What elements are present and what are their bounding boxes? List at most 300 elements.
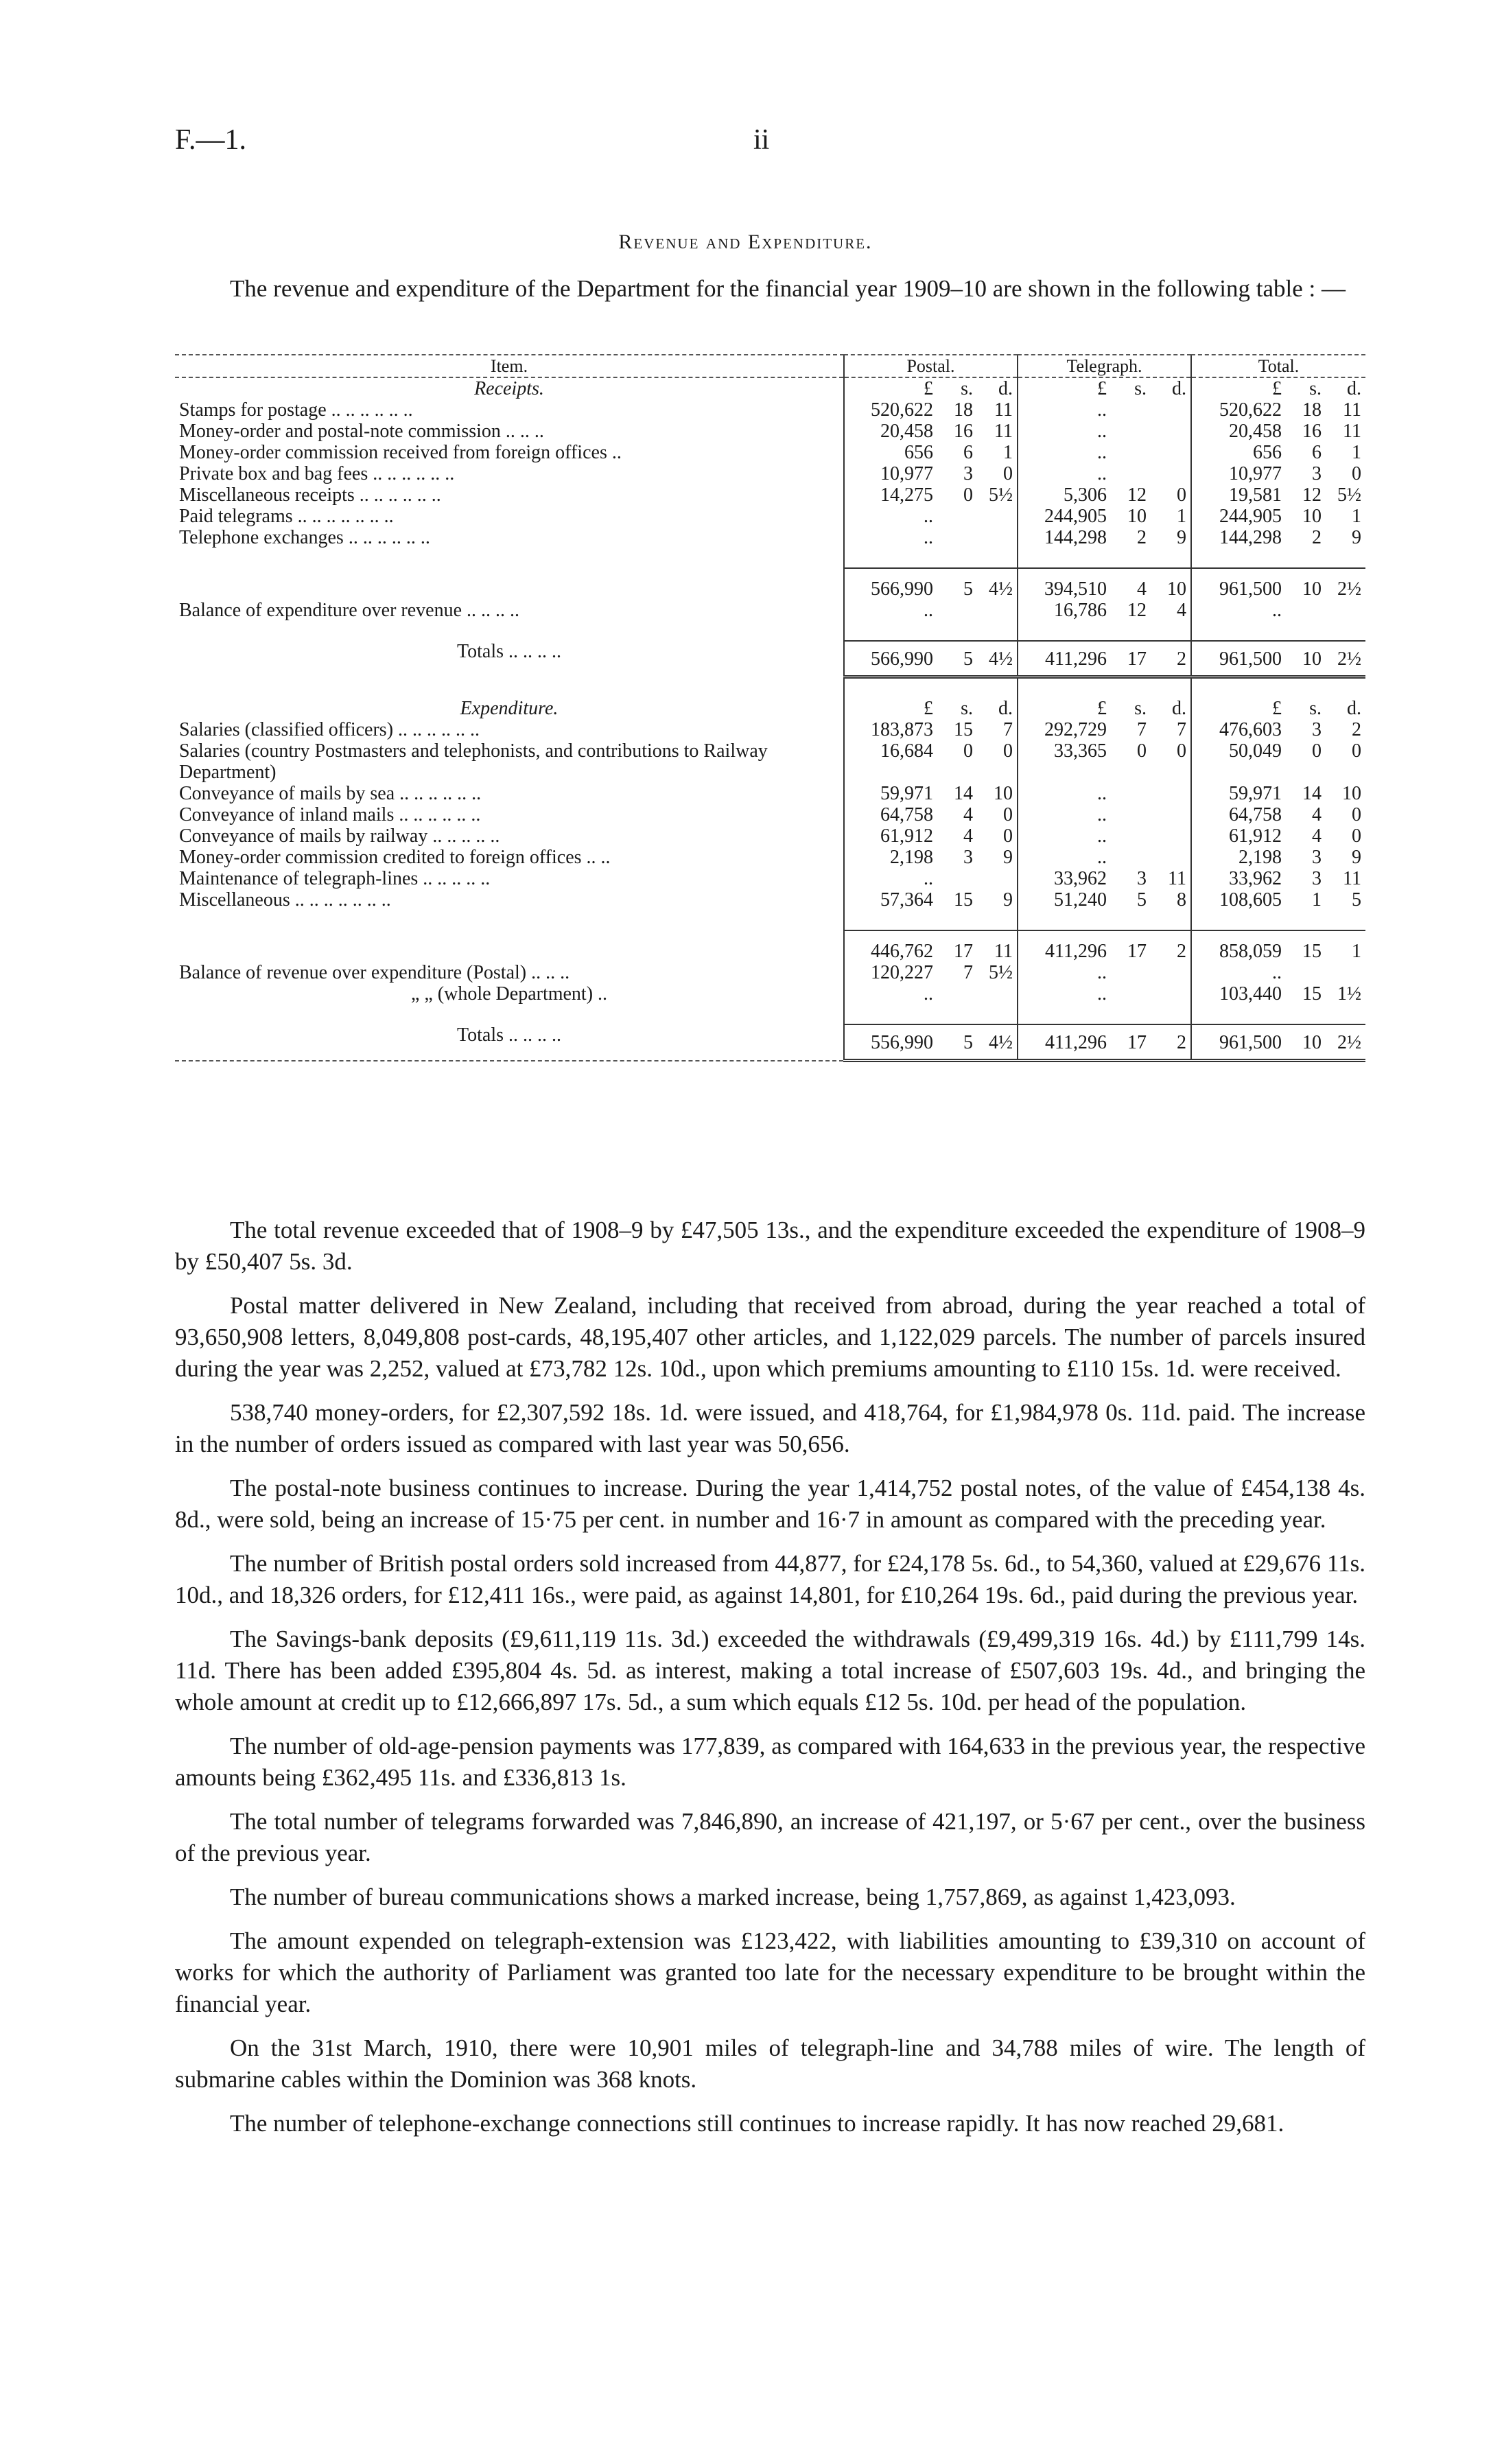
money-value xyxy=(1022,868,1186,889)
money-l: 19,581 xyxy=(1229,484,1282,506)
currency-d: d. xyxy=(1347,698,1361,719)
money-s xyxy=(1107,847,1147,868)
money-value xyxy=(1196,648,1361,670)
currency-d: d. xyxy=(998,698,1013,719)
money-d: 8 xyxy=(1177,889,1186,911)
cell-total xyxy=(1191,847,1365,868)
money-d: 11 xyxy=(1343,399,1361,421)
money-l: 292,729 xyxy=(1044,719,1107,740)
money-l: 57,364 xyxy=(880,889,933,911)
money-s xyxy=(1107,962,1147,983)
cell-postal xyxy=(844,740,1018,783)
table-row xyxy=(175,983,1365,1005)
row-item: Paid telegrams .. .. .. .. .. .. .. xyxy=(179,506,394,527)
cell-telegraph xyxy=(1018,527,1191,548)
money-d: 10 xyxy=(994,783,1013,804)
money-s: 5 xyxy=(963,648,973,670)
money-l: 656 xyxy=(1253,442,1282,463)
table-row xyxy=(175,484,1365,506)
rule xyxy=(1191,1061,1365,1063)
money-l: 556,990 xyxy=(871,1032,933,1053)
money-l: 14,275 xyxy=(880,484,933,506)
cell-postal xyxy=(844,399,1018,421)
row-item: Money-order and postal-note commission .. .. .. xyxy=(179,421,544,442)
cell-total xyxy=(1191,506,1365,527)
cell-postal xyxy=(844,506,1018,527)
cell-total xyxy=(1191,568,1365,600)
money-s: 14 xyxy=(1302,783,1322,804)
money-d: 10 xyxy=(1342,783,1361,804)
header-item: Item. xyxy=(175,355,844,377)
paragraph: The Savings-bank deposits (£9,611,119 11s. 3d.) exceeded the withdrawals (£9,499,319 16s. 4d.) by £111,799 14s. 11d. There has been added £395,804 4s. 5d. as interest, making a total increase of £507,603 19s. 4d., and bringing the whole amount at credit up to £12,666,897 17s. 5d., a sum which equals £12 5s. 10d. per head of the population. xyxy=(175,1626,1365,1715)
money-value xyxy=(849,484,1013,506)
cell-telegraph xyxy=(1018,825,1191,847)
money-value xyxy=(1196,1032,1361,1053)
cell-telegraph xyxy=(1018,783,1191,804)
row-item: Conveyance of mails by sea .. .. .. .. .. .. xyxy=(179,783,482,804)
money-value xyxy=(1196,506,1361,527)
money-d xyxy=(1147,463,1186,484)
money-s: 5 xyxy=(1137,889,1147,911)
money-value xyxy=(1196,421,1361,442)
money-l: 961,500 xyxy=(1219,1032,1282,1053)
spacer xyxy=(1191,911,1365,930)
spacer xyxy=(1018,911,1191,930)
money-value xyxy=(1196,847,1361,868)
money-l: 16,684 xyxy=(880,740,933,762)
money-d: 4½ xyxy=(989,578,1013,600)
money-d xyxy=(1322,600,1361,621)
money-value xyxy=(1196,600,1361,621)
money-d: 2 xyxy=(1177,648,1186,670)
money-l: 411,296 xyxy=(1045,941,1107,962)
money-value xyxy=(849,783,1013,804)
paragraph: The postal-note business continues to increase. During the year 1,414,752 postal notes, of the value of £454,138 4s. 8d., were sold, being an increase of 15·75 per cent. in number and 16·7 in amount as compared with the preceding year. xyxy=(175,1475,1365,1533)
money-value xyxy=(849,600,1013,621)
money-value xyxy=(1022,825,1186,847)
currency-header xyxy=(1018,377,1191,399)
money-d: 1 xyxy=(1003,442,1013,463)
page-number: ii xyxy=(753,124,770,156)
spacer-row xyxy=(175,677,1365,699)
money-s: 17 xyxy=(1127,1032,1147,1053)
currency-s: s. xyxy=(1309,378,1322,399)
money-value xyxy=(1022,941,1186,962)
money-d: 7 xyxy=(1177,719,1186,740)
money-l: 5,306 xyxy=(1064,484,1107,506)
money-d: 11 xyxy=(994,421,1013,442)
money-l: .. xyxy=(1097,804,1107,825)
money-s xyxy=(933,868,973,889)
money-l: 656 xyxy=(904,442,933,463)
money-s: 12 xyxy=(1302,484,1322,506)
cell-telegraph xyxy=(1018,962,1191,983)
header-postal: Postal. xyxy=(844,355,1018,377)
paragraph: Postal matter delivered in New Zealand, including that received from abroad, during the year reached a total of 93,650,908 letters, 8,049,808 post-cards, 48,195,407 other articles, and 1,122,029 parcels. The number of parcels insured during the year was 2,252, valued at £73,782 12s. 10d., upon which premiums amounting to £110 15s. 1d. were received. xyxy=(175,1292,1365,1382)
cell-total xyxy=(1191,600,1365,621)
body-text xyxy=(175,1215,1365,2152)
table-row xyxy=(175,399,1365,421)
money-l: 566,990 xyxy=(871,578,933,600)
table-row xyxy=(175,930,1365,962)
paragraph: 538,740 money-orders, for £2,307,592 18s. 1d. were issued, and 418,764, for £1,984,978 0s. 11d. paid. The increase in the number of orders issued as compared with last year was 50,656. xyxy=(175,1399,1365,1457)
money-value xyxy=(1022,847,1186,868)
currency-labels xyxy=(1022,378,1186,399)
money-value xyxy=(1196,719,1361,740)
cell-postal xyxy=(844,983,1018,1005)
cell-postal xyxy=(844,641,1018,677)
currency-l: £ xyxy=(924,378,933,399)
money-l: 244,905 xyxy=(1044,506,1107,527)
money-value xyxy=(1022,719,1186,740)
money-value xyxy=(849,1032,1013,1053)
currency-s: s. xyxy=(1134,698,1147,719)
row-item: Totals .. .. .. .. xyxy=(456,641,562,662)
money-l: 59,971 xyxy=(1229,783,1282,804)
cell-total xyxy=(1191,421,1365,442)
money-value xyxy=(849,442,1013,463)
spacer xyxy=(844,1005,1018,1024)
cell-telegraph xyxy=(1018,463,1191,484)
table-row xyxy=(175,962,1365,983)
cell-total xyxy=(1191,399,1365,421)
money-value xyxy=(849,804,1013,825)
money-d: 1 xyxy=(1352,506,1361,527)
money-d: 11 xyxy=(1168,868,1186,889)
money-l: .. xyxy=(1097,463,1107,484)
money-d xyxy=(1147,825,1186,847)
money-s: 10 xyxy=(1127,506,1147,527)
cell-postal xyxy=(844,847,1018,868)
cell-telegraph xyxy=(1018,930,1191,962)
cell-telegraph xyxy=(1018,442,1191,463)
money-s: 2 xyxy=(1137,527,1147,548)
table-row xyxy=(175,527,1365,548)
money-s: 14 xyxy=(954,783,973,804)
currency-s: s. xyxy=(961,378,973,399)
money-l: 520,622 xyxy=(1219,399,1282,421)
currency-l: £ xyxy=(1272,698,1282,719)
money-l: 103,440 xyxy=(1219,983,1282,1005)
spacer-row xyxy=(175,621,1365,641)
money-value xyxy=(1196,983,1361,1005)
money-d: 1 xyxy=(1177,506,1186,527)
currency-l: £ xyxy=(1097,378,1107,399)
money-value xyxy=(1022,399,1186,421)
money-s: 10 xyxy=(1302,578,1322,600)
money-d: 4½ xyxy=(989,1032,1013,1053)
currency-l: £ xyxy=(924,698,933,719)
cell-total xyxy=(1191,442,1365,463)
money-d: 5½ xyxy=(989,962,1013,983)
cell-total xyxy=(1191,527,1365,548)
money-value xyxy=(1196,804,1361,825)
money-value xyxy=(1022,442,1186,463)
money-l: .. xyxy=(924,527,933,548)
money-value xyxy=(849,463,1013,484)
money-s: 3 xyxy=(1312,719,1322,740)
money-l: 33,962 xyxy=(1229,868,1282,889)
money-s: 6 xyxy=(963,442,973,463)
money-value xyxy=(1022,962,1186,983)
cell-telegraph xyxy=(1018,421,1191,442)
table-row xyxy=(175,783,1365,804)
cell-telegraph xyxy=(1018,399,1191,421)
cell-telegraph xyxy=(1018,506,1191,527)
cell-telegraph xyxy=(1018,804,1191,825)
money-d: 9 xyxy=(1003,847,1013,868)
money-s xyxy=(1282,962,1322,983)
money-s: 5 xyxy=(963,1032,973,1053)
section-title: Receipts. xyxy=(474,378,544,399)
money-s: 16 xyxy=(954,421,973,442)
spacer xyxy=(1191,621,1365,641)
money-s: 5 xyxy=(963,578,973,600)
spacer-row xyxy=(175,911,1365,930)
spacer xyxy=(1018,1005,1191,1024)
table-row xyxy=(175,868,1365,889)
money-l: 476,603 xyxy=(1219,719,1282,740)
money-s: 18 xyxy=(1302,399,1322,421)
paragraph: The amount expended on telegraph-extension was £123,422, with liabilities amounting to £39,310 on account of works for which the authority of Parliament was granted too late for the necessary expenditure to be brought within the financial year. xyxy=(175,1927,1365,2017)
spacer-row xyxy=(175,548,1365,568)
currency-header xyxy=(1018,698,1191,719)
section-title: Expenditure. xyxy=(460,698,559,719)
money-d: 5½ xyxy=(1337,484,1361,506)
money-d xyxy=(1147,783,1186,804)
money-value xyxy=(1022,463,1186,484)
money-l: 108,605 xyxy=(1219,889,1282,911)
money-s xyxy=(933,506,973,527)
currency-labels xyxy=(849,378,1013,399)
money-d xyxy=(973,506,1013,527)
currency-header xyxy=(1191,698,1365,719)
money-s: 3 xyxy=(1312,463,1322,484)
money-d: 7 xyxy=(1003,719,1013,740)
cell-total xyxy=(1191,641,1365,677)
currency-d: d. xyxy=(1347,378,1361,399)
cell-postal xyxy=(844,825,1018,847)
row-item: Miscellaneous .. .. .. .. .. .. .. xyxy=(179,889,391,911)
money-value xyxy=(849,648,1013,670)
table-row xyxy=(175,506,1365,527)
money-d: 11 xyxy=(994,941,1013,962)
paragraph: The number of old-age-pension payments was 177,839, as compared with 164,633 in the previous year, the respective amounts being £362,495 11s. and £336,813 1s. xyxy=(175,1733,1365,1791)
money-l: 16,786 xyxy=(1054,600,1107,621)
cell-telegraph xyxy=(1018,847,1191,868)
currency-d: d. xyxy=(1172,698,1186,719)
table-row xyxy=(175,463,1365,484)
money-value xyxy=(849,868,1013,889)
spacer xyxy=(844,677,1018,699)
money-value xyxy=(849,399,1013,421)
money-l: .. xyxy=(1272,962,1282,983)
money-l: 10,977 xyxy=(1229,463,1282,484)
money-d: 2 xyxy=(1352,719,1361,740)
money-l: 144,298 xyxy=(1044,527,1107,548)
money-l: .. xyxy=(924,506,933,527)
money-d: 0 xyxy=(1352,463,1361,484)
money-d: 0 xyxy=(1177,740,1186,762)
money-l: .. xyxy=(924,868,933,889)
money-s: 4 xyxy=(963,825,973,847)
money-value xyxy=(1022,421,1186,442)
spacer xyxy=(1191,1005,1365,1024)
money-value xyxy=(1022,578,1186,600)
money-d: 2½ xyxy=(1337,1032,1361,1053)
money-d: 1½ xyxy=(1337,983,1361,1005)
currency-labels xyxy=(849,698,1013,719)
money-s xyxy=(933,527,973,548)
currency-s: s. xyxy=(961,698,973,719)
row-item: Conveyance of mails by railway .. .. .. .. .. xyxy=(179,825,500,847)
bottom-rule xyxy=(175,1061,1365,1063)
paragraph: The total revenue exceeded that of 1908–9 by £47,505 13s., and the expenditure exceeded the expenditure of 1908–9 by £50,407 5s. 3d. xyxy=(175,1217,1365,1275)
money-s: 1 xyxy=(1312,889,1322,911)
cell-total xyxy=(1191,783,1365,804)
money-l: 61,912 xyxy=(880,825,933,847)
row-item xyxy=(175,930,844,962)
money-l: 33,365 xyxy=(1054,740,1107,762)
row-item xyxy=(175,568,844,600)
money-s: 12 xyxy=(1127,484,1147,506)
money-l: .. xyxy=(1097,399,1107,421)
money-d: 1 xyxy=(1352,442,1361,463)
money-l: 961,500 xyxy=(1219,578,1282,600)
money-s: 15 xyxy=(1302,941,1322,962)
revenue-expenditure-table xyxy=(175,354,1365,1062)
money-value xyxy=(1196,442,1361,463)
money-s xyxy=(1107,421,1147,442)
cell-telegraph xyxy=(1018,719,1191,740)
cell-total xyxy=(1191,825,1365,847)
money-d xyxy=(1147,399,1186,421)
currency-s: s. xyxy=(1134,378,1147,399)
table-row xyxy=(175,568,1365,600)
money-value xyxy=(1022,740,1186,762)
cell-telegraph xyxy=(1018,983,1191,1005)
money-d xyxy=(1147,983,1186,1005)
money-d xyxy=(1147,421,1186,442)
money-value xyxy=(1196,740,1361,762)
money-d: 9 xyxy=(1177,527,1186,548)
money-value xyxy=(1196,463,1361,484)
money-l: 520,622 xyxy=(871,399,933,421)
money-s: 2 xyxy=(1312,527,1322,548)
money-d: 5½ xyxy=(989,484,1013,506)
money-value xyxy=(849,527,1013,548)
money-d: 0 xyxy=(1352,825,1361,847)
money-l: 33,962 xyxy=(1054,868,1107,889)
cell-postal xyxy=(844,719,1018,740)
money-value xyxy=(1196,484,1361,506)
row-item: Balance of expenditure over revenue .. .. .. .. xyxy=(179,600,520,621)
spacer xyxy=(844,548,1018,568)
money-value xyxy=(1022,600,1186,621)
row-item: Private box and bag fees .. .. .. .. .. .. xyxy=(179,463,455,484)
money-l: .. xyxy=(924,983,933,1005)
money-value xyxy=(1196,868,1361,889)
table-row xyxy=(175,641,1365,677)
currency-header xyxy=(844,698,1018,719)
cell-postal xyxy=(844,463,1018,484)
money-value xyxy=(1196,941,1361,962)
cell-total xyxy=(1191,889,1365,911)
money-d: 11 xyxy=(1343,868,1361,889)
cell-telegraph xyxy=(1018,641,1191,677)
table-row xyxy=(175,1024,1365,1061)
money-s: 12 xyxy=(1127,600,1147,621)
money-value xyxy=(1022,983,1186,1005)
cell-telegraph xyxy=(1018,1024,1191,1061)
money-s xyxy=(1107,804,1147,825)
money-s xyxy=(1107,463,1147,484)
money-s: 10 xyxy=(1302,1032,1322,1053)
money-s: 15 xyxy=(1302,983,1322,1005)
money-s xyxy=(1107,442,1147,463)
money-s xyxy=(1107,783,1147,804)
paragraph: The number of British postal orders sold increased from 44,877, for £24,178 5s. 6d., to 54,360, valued at £29,676 11s. 10d., and 18,326 orders, for £12,411 16s., were paid, as against 14,801, for £10,264 19s. 6d., paid during the previous year. xyxy=(175,1550,1365,1608)
money-d: 0 xyxy=(1003,825,1013,847)
currency-header xyxy=(844,377,1018,399)
row-item: Stamps for postage .. .. .. .. .. .. xyxy=(179,399,413,421)
money-s xyxy=(933,983,973,1005)
money-value xyxy=(1022,527,1186,548)
cell-postal xyxy=(844,889,1018,911)
paragraph: On the 31st March, 1910, there were 10,901 miles of telegraph-line and 34,788 miles of wire. The length of submarine cables within the Dominion was 368 knots. xyxy=(175,2034,1365,2093)
money-value xyxy=(1022,889,1186,911)
money-value xyxy=(1196,825,1361,847)
currency-labels xyxy=(1196,378,1361,399)
money-l: 20,458 xyxy=(1229,421,1282,442)
money-l: 144,298 xyxy=(1219,527,1282,548)
table-row xyxy=(175,804,1365,825)
row-item: Maintenance of telegraph-lines .. .. .. .. .. xyxy=(179,868,491,889)
cell-postal xyxy=(844,600,1018,621)
money-l: 2,198 xyxy=(890,847,933,868)
money-s: 17 xyxy=(1127,648,1147,670)
money-l: .. xyxy=(1097,983,1107,1005)
money-l: 2,198 xyxy=(1238,847,1282,868)
cell-postal xyxy=(844,421,1018,442)
money-value xyxy=(849,506,1013,527)
money-value xyxy=(1196,962,1361,983)
money-d: 9 xyxy=(1003,889,1013,911)
money-value xyxy=(849,983,1013,1005)
money-l: 183,873 xyxy=(871,719,933,740)
cell-postal xyxy=(844,484,1018,506)
currency-header xyxy=(1191,377,1365,399)
currency-d: d. xyxy=(1172,378,1186,399)
cell-postal xyxy=(844,442,1018,463)
money-value xyxy=(1022,1032,1186,1053)
row-item: Salaries (classified officers) .. .. .. .. .. .. xyxy=(179,719,480,740)
money-l: 411,296 xyxy=(1045,648,1107,670)
money-s xyxy=(1107,399,1147,421)
money-d xyxy=(1322,962,1361,983)
currency-labels xyxy=(1022,698,1186,719)
money-d: 0 xyxy=(1003,740,1013,762)
spacer xyxy=(175,621,844,641)
money-l: .. xyxy=(924,600,933,621)
row-item: Miscellaneous receipts .. .. .. .. .. .. xyxy=(179,484,441,506)
money-value xyxy=(849,825,1013,847)
money-l: 858,059 xyxy=(1219,941,1282,962)
money-value xyxy=(1196,399,1361,421)
spacer xyxy=(175,1005,844,1024)
spacer xyxy=(1191,548,1365,568)
money-d: 11 xyxy=(1343,421,1361,442)
